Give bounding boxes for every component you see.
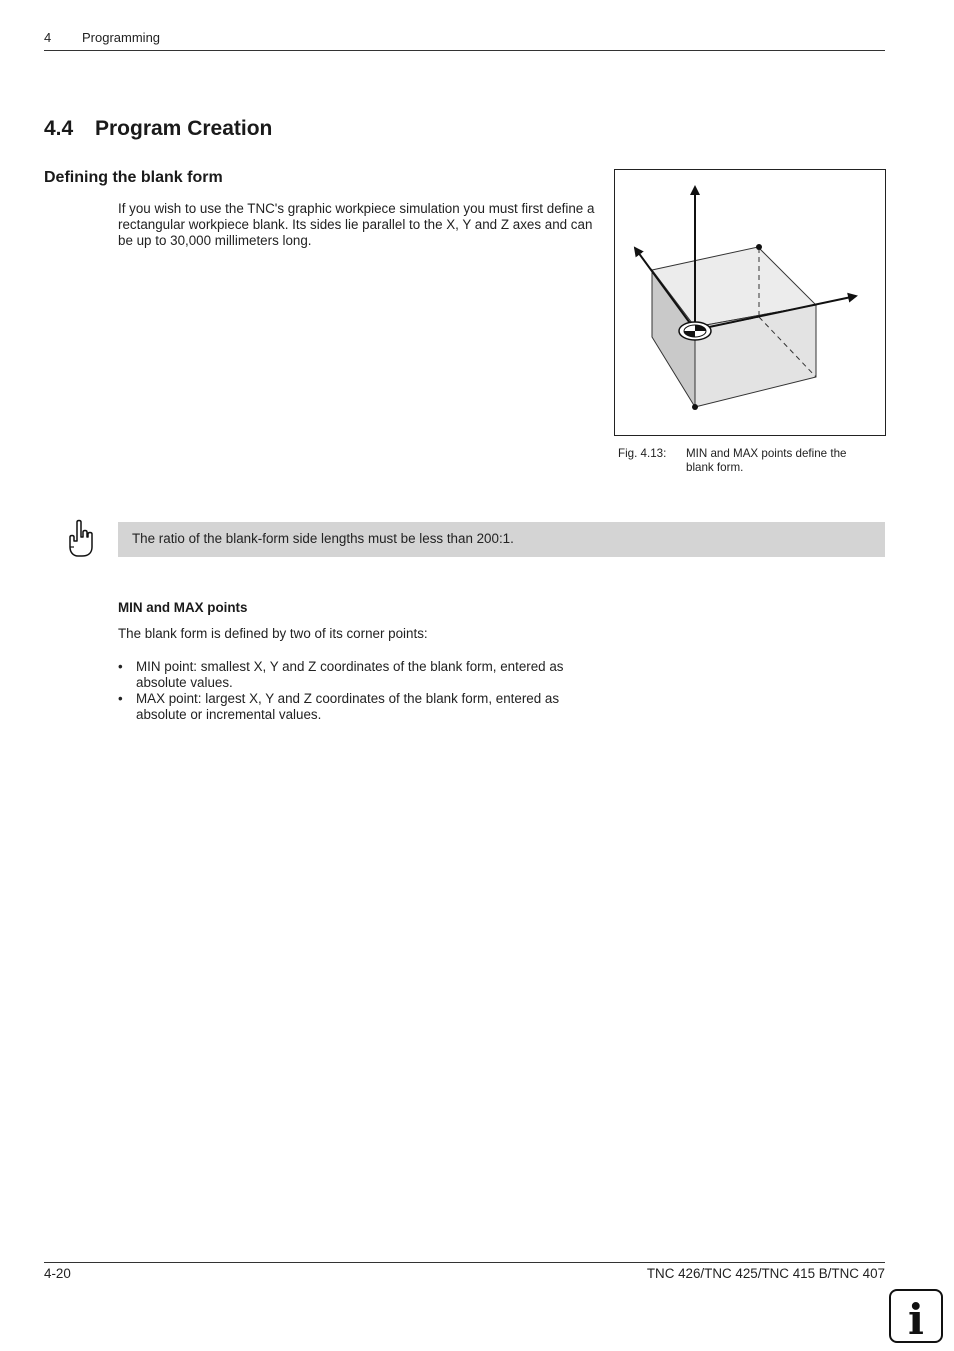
pointing-hand-icon xyxy=(64,519,96,559)
list-item xyxy=(118,659,598,691)
intro-paragraph: If you wish to use the TNC's graphic workpiece simulation you must first define a rectangular workpiece blank. Its sides lie parallel to the X, Y and Z axes and can be up to 30,000 millimeters long. xyxy=(118,201,595,248)
min-max-intro: The blank form is defined by two of its corner points: xyxy=(118,626,428,641)
min-max-heading: MIN and MAX points xyxy=(118,600,248,615)
section-heading xyxy=(44,117,272,141)
chapter-number: 4 xyxy=(44,30,52,45)
max-point-marker xyxy=(756,244,762,250)
info-glyph: i xyxy=(908,1295,924,1344)
figure-caption-text: MIN and MAX points define the blank form. xyxy=(686,447,847,474)
blank-form-figure xyxy=(614,169,886,436)
bullet-glyph: • xyxy=(118,659,123,674)
note-text: The ratio of the blank-form side lengths must be less than 200:1. xyxy=(132,531,514,546)
page-number: 4-20 xyxy=(44,1266,71,1281)
running-header xyxy=(44,30,160,45)
figure-label: Fig. 4.13: xyxy=(618,447,667,460)
list-item-text: MIN point: smallest X, Y and Z coordinates of the blank form, entered as absolute values. xyxy=(136,659,564,690)
list-item xyxy=(118,691,598,723)
note-box xyxy=(118,522,885,557)
section-number: 4.4 xyxy=(44,117,74,140)
bullet-glyph: • xyxy=(118,691,123,706)
min-point-marker xyxy=(692,404,698,410)
chapter-title: Programming xyxy=(82,30,161,45)
header-rule xyxy=(44,50,885,51)
section-title: Program Creation xyxy=(95,117,273,140)
min-max-list xyxy=(118,659,598,723)
info-icon[interactable] xyxy=(888,1288,944,1344)
subsection-heading: Defining the blank form xyxy=(44,169,223,186)
blank-form-diagram xyxy=(615,170,885,435)
footer-rule xyxy=(44,1262,885,1263)
list-item-text: MAX point: largest X, Y and Z coordinates of the blank form, entered as absolute or incremental values. xyxy=(136,691,560,722)
footer-models: TNC 426/TNC 425/TNC 415 B/TNC 407 xyxy=(646,1266,885,1281)
